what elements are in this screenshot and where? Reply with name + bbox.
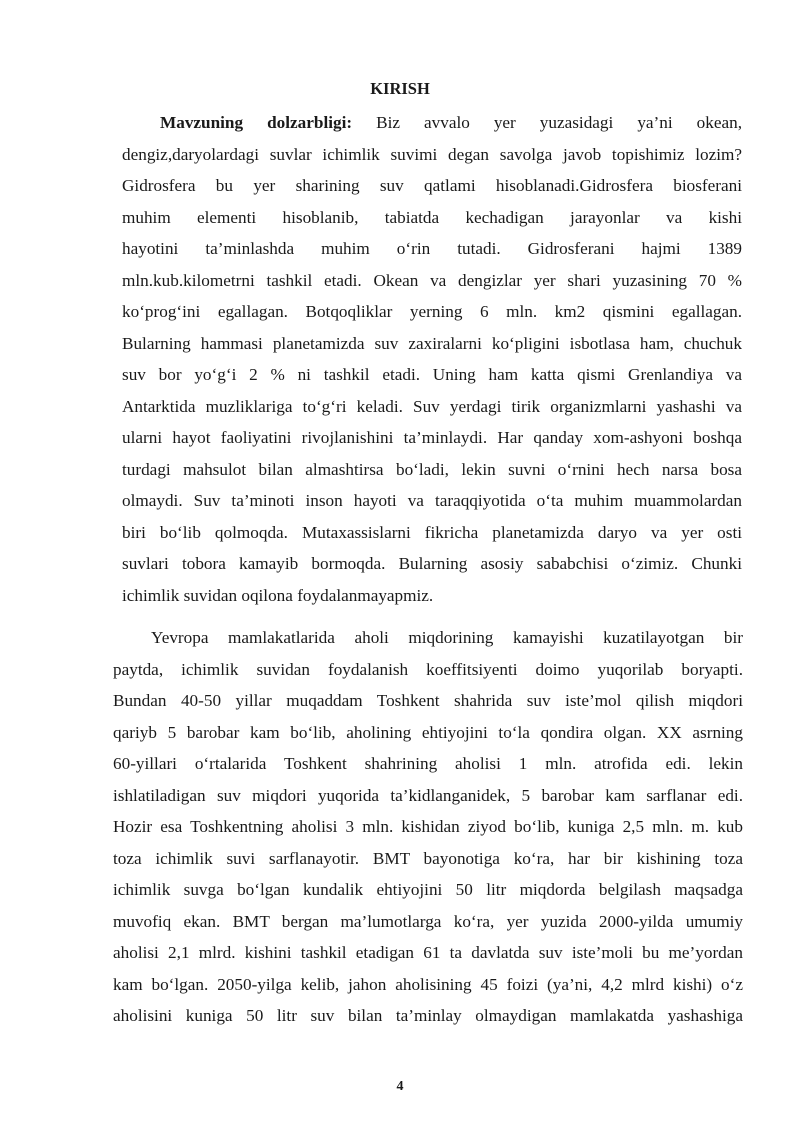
page-number: 4 (396, 1079, 404, 1094)
paragraph-line: hayotini ta’minlashda muhim o‘rin tutadi. Gidrosferani hajmi 1389 (122, 239, 742, 258)
paragraph-line: ularni hayot faoliyatini rivojlanishini ta’minlaydi. Har qanday xom-ashyoni boshqa (122, 428, 742, 447)
paragraph-line: toza ichimlik suvi sarflanayotir. BMT bayonotiga ko‘ra, har bir kishining toza (113, 848, 743, 868)
paragraph-line: suvlari tobora kamayib bormoqda. Bularning asosiy sababchisi o‘zimiz. Chunki (122, 554, 742, 573)
paragraph-line: Hozir esa Toshkentning aholisi 3 mln. kishidan ziyod bo‘lib, kuniga 2,5 mln. m. kub (113, 817, 743, 836)
paragraph-line: olmaydi. Suv ta’minoti inson hayoti va taraqqiyotida o‘ta muhim muammolardan (122, 491, 742, 510)
paragraph-line: Bularning hammasi planetamizda suv zaxiralarni ko‘pligini isbotlasa ham, chuchuk (122, 333, 742, 353)
paragraph-line: paytda, ichimlik suvidan foydalanish koeffitsiyenti doimo yuqorilab boryapti. (113, 659, 743, 679)
paragraph-line: mln.kub.kilometrni tashkil etadi. Okean va dengizlar yer shari yuzasining 70 % (122, 270, 742, 290)
paragraph-line: turdagi mahsulot bilan almashtirsa bo‘ladi, lekin suvni o‘rnini hech narsa bosa (122, 459, 742, 479)
paragraph-line: muvofiq ekan. BMT bergan ma’lumotlarga ko‘ra, yer yuzida 2000-yilda umumiy (113, 911, 743, 931)
paragraph-line: biri bo‘lib qolmoqda. Mutaxassislarni fikricha planetamizda daryo va yer osti (122, 522, 742, 542)
paragraph-line: ichimlik suvga bo‘lgan kundalik ehtiyojini 50 litr miqdorda belgilash maqsadga (113, 880, 743, 899)
paragraph-line: suv bor yo‘g‘i 2 % ni tashkil etadi. Uning ham katta qismi Grenlandiya va (122, 365, 742, 384)
paragraph-line: kam bo‘lgan. 2050-yilga kelib, jahon aholisining 45 foizi (ya’ni, 4,2 mlrd kishi) o‘z (113, 974, 743, 994)
paragraph-line: Gidrosfera bu yer sharining suv qatlami hisoblanadi.Gidrosfera biosferani (122, 176, 742, 195)
paragraph-line: aholisini kuniga 50 litr suv bilan ta’minlay olmaydigan mamlakatda yashashiga (113, 1006, 743, 1025)
paragraph-intro (122, 107, 742, 611)
paragraph-line: aholisi 2,1 mlrd. kishini tashkil etadigan 61 ta davlatda suv iste’moli bu me’yordan (113, 943, 743, 962)
paragraph-line: dengiz,daryolardagi suvlar ichimlik suvimi degan savolga javob topishimiz lozim? (122, 144, 742, 164)
page-title: KIRISH (370, 79, 430, 98)
lead-heading: Mavzuning dolzarbligi: (160, 113, 353, 132)
paragraph-line: 60-yillari o‘rtalarida Toshkent shahrining aholisi 1 mln. atrofida edi. lekin (113, 754, 743, 773)
paragraph-line: Yevropa mamlakatlarida aholi miqdorining kamayishi kuzatilayotgan bir (151, 628, 743, 647)
paragraph-line: qariyb 5 barobar kam bo‘lib, aholining ehtiyojini to‘la qondira olgan. XX asrning (113, 722, 743, 742)
paragraph-line: Mavzuning dolzarbligi: Biz avvalo yer yuzasidagi ya’ni okean, (160, 113, 742, 132)
paragraph-line: ishlatiladigan suv miqdori yuqorida ta’kidlanganidek, 5 barobar kam sarflanar edi. (113, 785, 743, 805)
paragraph-line: Antarktida muzliklariga to‘g‘ri keladi. Suv yerdagi tirik organizmlarni yashashi va (122, 396, 742, 416)
paragraph-line: ko‘prog‘ini egallagan. Botqoqliklar yerning 6 mln. km2 qismini egallagan. (122, 302, 742, 321)
paragraph-line: ichimlik suvidan oqilona foydalanmayapmiz. (122, 585, 434, 605)
paragraph-line: Bundan 40-50 yillar muqaddam Toshkent shahrida suv iste’mol qilish miqdori (113, 691, 743, 710)
paragraph-line: muhim elementi hisoblanib, tabiatda kechadigan jarayonlar va kishi (122, 207, 742, 227)
paragraph-europe (113, 622, 743, 1032)
